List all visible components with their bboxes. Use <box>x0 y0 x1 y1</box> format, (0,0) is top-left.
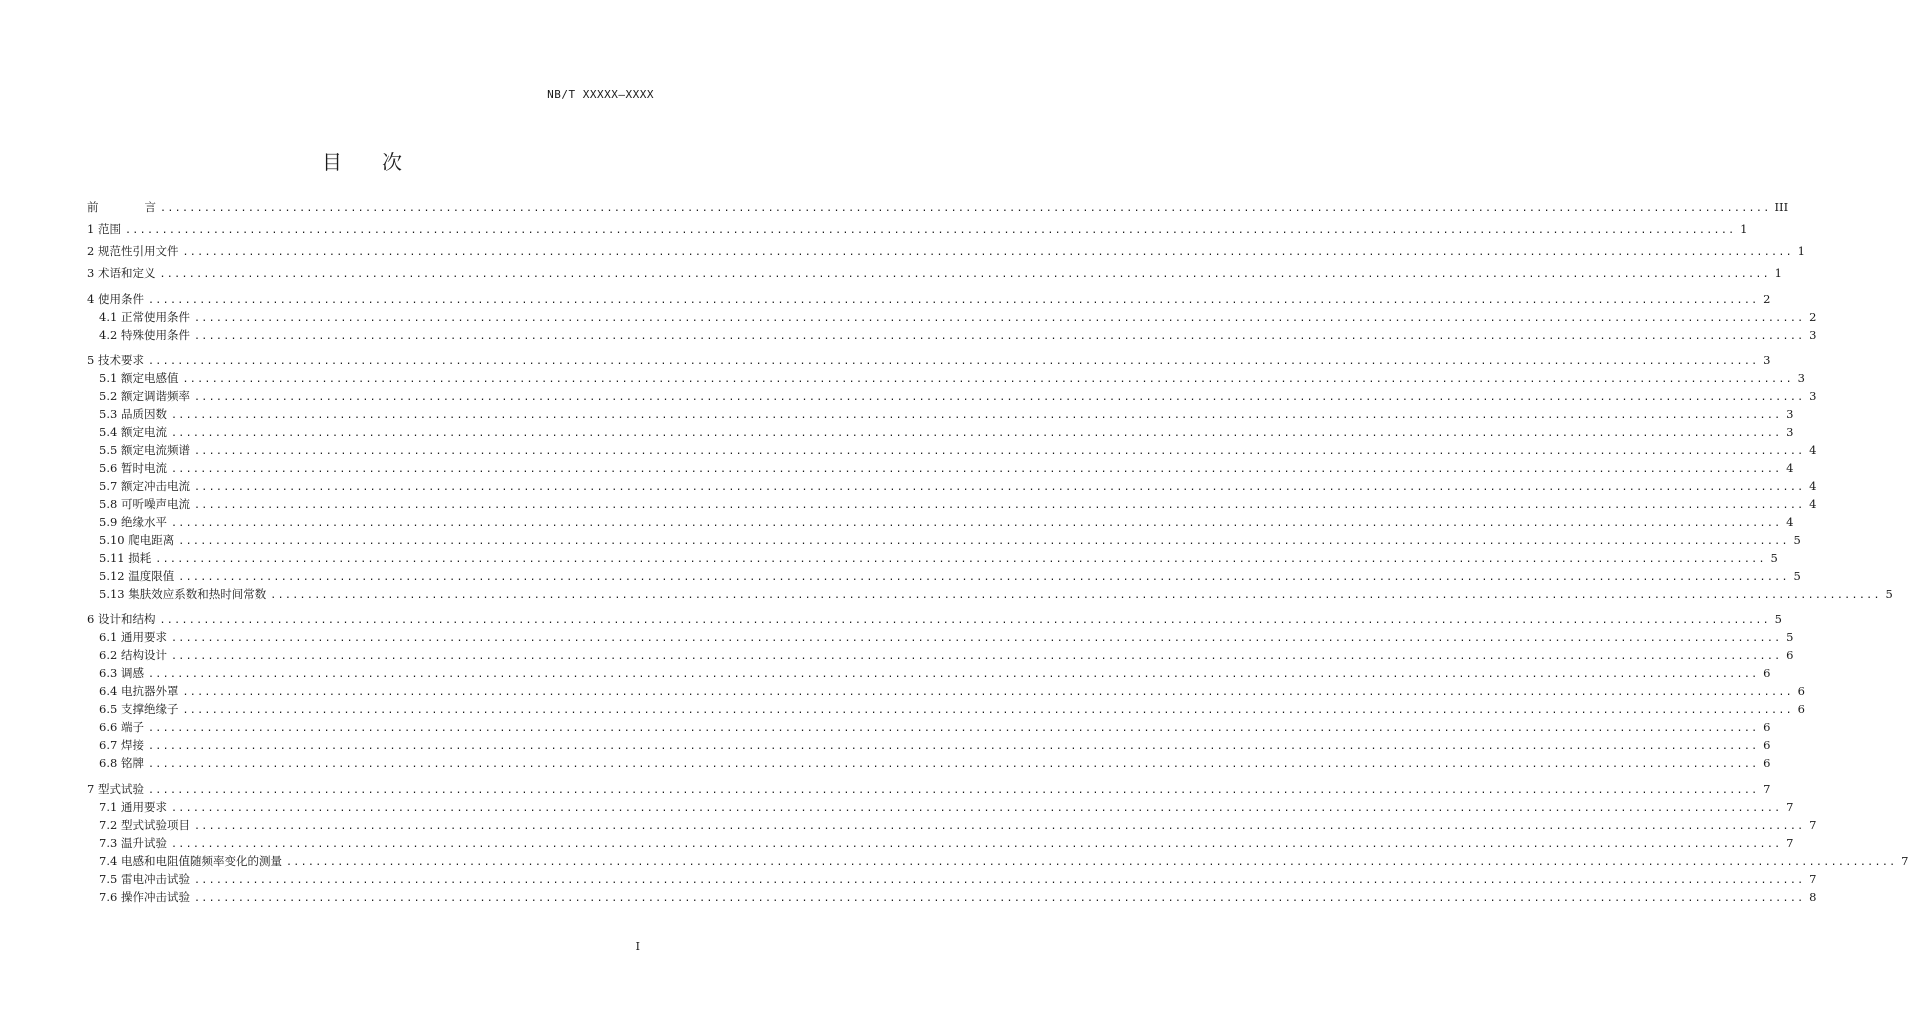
toc-entry-label: 6.4 电抗器外罩 <box>99 684 179 698</box>
toc-entry-page: 6 <box>1797 702 1805 716</box>
dot-leader: ............................................................................................................................................................................................................................ <box>159 269 1770 280</box>
dot-leader: ............................................................................................................................................................................................................................ <box>160 203 1771 214</box>
dot-leader: ............................................................................................................................................................................................................................ <box>182 247 1793 258</box>
toc-entry-page: 1 <box>1797 244 1805 258</box>
toc-entry <box>87 423 1794 441</box>
toc-entry-page: 5 <box>1885 587 1893 601</box>
toc-entry-page: 6 <box>1763 738 1771 752</box>
dot-leader: ............................................................................................................................................................................................................................ <box>178 572 1789 583</box>
dot-leader: ............................................................................................................................................................................................................................ <box>193 500 1805 511</box>
toc-entry-label: 7.5 雷电冲击试验 <box>99 872 190 886</box>
toc-entry <box>87 646 1794 664</box>
toc-entry-page: 6 <box>1786 648 1794 662</box>
toc-entry <box>87 264 1782 282</box>
toc-entry-page: 4 <box>1786 515 1794 529</box>
toc-entry-page: 3 <box>1809 328 1817 342</box>
toc-entry-label: 2 规范性引用文件 <box>87 244 179 258</box>
toc-entry <box>87 736 1771 754</box>
toc-entry-page: 6 <box>1763 756 1771 770</box>
dot-leader: ............................................................................................................................................................................................................................ <box>193 821 1805 832</box>
toc-entry-label: 4.1 正常使用条件 <box>99 310 190 324</box>
toc-entry-label: 4.2 特殊使用条件 <box>99 328 190 342</box>
toc-entry-label: 7.2 型式试验项目 <box>99 818 190 832</box>
toc-entry <box>87 351 1771 369</box>
toc-entry <box>87 220 1748 238</box>
toc-entry-label: 5.1 额定电感值 <box>99 371 179 385</box>
dot-leader: ............................................................................................................................................................................................................................ <box>147 295 1759 306</box>
dot-leader: ............................................................................................................................................................................................................................ <box>147 741 1759 752</box>
toc-entry-label: 4 使用条件 <box>87 292 144 306</box>
toc-entry <box>87 610 1782 628</box>
toc-entry-label: 6.5 支撑绝缘子 <box>99 702 179 716</box>
toc-entry-page: 7 <box>1901 854 1908 868</box>
toc-entry-page: 7 <box>1809 818 1817 832</box>
toc-entry <box>87 387 1817 405</box>
toc-entry <box>87 326 1817 344</box>
toc-entry <box>87 628 1794 646</box>
toc-entry-page: 2 <box>1809 310 1817 324</box>
toc-entry-page: 6 <box>1797 684 1805 698</box>
toc-entry <box>87 780 1771 798</box>
toc-entry-page: 7 <box>1763 782 1771 796</box>
toc-entry-page: 7 <box>1786 800 1794 814</box>
toc-entry <box>87 816 1817 834</box>
dot-leader: ............................................................................................................................................................................................................................ <box>193 893 1805 904</box>
dot-leader: ............................................................................................................................................................................................................................ <box>170 839 1782 850</box>
toc-entry <box>87 700 1805 718</box>
toc-entry-label: 6.8 铭牌 <box>99 756 144 770</box>
toc-entry-label: 7 型式试验 <box>87 782 144 796</box>
toc-entry-page: 1 <box>1774 266 1782 280</box>
toc-entry-label: 3 术语和定义 <box>87 266 156 280</box>
dot-leader: ............................................................................................................................................................................................................................ <box>193 875 1805 886</box>
toc-entry-label: 1 范围 <box>87 222 121 236</box>
toc-entry <box>87 798 1794 816</box>
toc-entry <box>87 567 1801 585</box>
toc-entry <box>87 531 1801 549</box>
toc-entry-label: 5.8 可听噪声电流 <box>99 497 190 511</box>
dot-leader: ............................................................................................................................................................................................................................ <box>182 705 1793 716</box>
toc-entry <box>87 682 1805 700</box>
toc-entry <box>87 441 1817 459</box>
dot-leader: ............................................................................................................................................................................................................................ <box>193 392 1805 403</box>
toc-entry <box>87 852 1908 870</box>
toc-entry-page: 3 <box>1797 371 1805 385</box>
toc-entry-page: 5 <box>1793 569 1801 583</box>
toc-entry-page: 1 <box>1740 222 1748 236</box>
toc-entry <box>87 405 1794 423</box>
toc-entry <box>87 308 1817 326</box>
toc-entry-page: 3 <box>1763 353 1771 367</box>
dot-leader: ............................................................................................................................................................................................................................ <box>147 759 1759 770</box>
toc-entry <box>87 495 1817 513</box>
dot-leader: ............................................................................................................................................................................................................................ <box>147 356 1759 367</box>
toc-entry-label: 6.2 结构设计 <box>99 648 167 662</box>
toc-entry-page: 3 <box>1786 425 1794 439</box>
toc-entry-label: 6.7 焊接 <box>99 738 144 752</box>
toc-entry-label: 5 技术要求 <box>87 353 144 367</box>
standard-code: NB/T XXXXX—XXXX <box>547 88 654 101</box>
toc-entry <box>87 754 1771 772</box>
toc-entry-page: III <box>1774 200 1789 214</box>
toc-entry-label: 5.7 额定冲击电流 <box>99 479 190 493</box>
dot-leader: ............................................................................................................................................................................................................................ <box>147 785 1759 796</box>
toc-entry-page: 8 <box>1809 890 1817 904</box>
dot-leader: ............................................................................................................................................................................................................................ <box>170 518 1782 529</box>
footer-page-number: I <box>635 940 640 953</box>
toc-entry-label: 5.4 额定电流 <box>99 425 167 439</box>
toc-entry-label: 5.10 爬电距离 <box>99 533 175 547</box>
dot-leader: ............................................................................................................................................................................................................................ <box>124 225 1736 236</box>
toc-entry-label: 5.13 集肤效应系数和热时间常数 <box>99 587 267 601</box>
dot-leader: ............................................................................................................................................................................................................................ <box>159 615 1770 626</box>
toc-entry-label: 5.9 绝缘水平 <box>99 515 167 529</box>
dot-leader: ............................................................................................................................................................................................................................ <box>182 687 1793 698</box>
dot-leader: ............................................................................................................................................................................................................................ <box>193 482 1805 493</box>
toc-entry-label: 5.6 暂时电流 <box>99 461 167 475</box>
toc-entry-page: 4 <box>1809 479 1817 493</box>
toc-entry-page: 6 <box>1763 666 1771 680</box>
toc-entry-page: 5 <box>1770 551 1778 565</box>
toc-entry-label: 6.6 端子 <box>99 720 144 734</box>
toc-entry-page: 2 <box>1763 292 1771 306</box>
dot-leader: ............................................................................................................................................................................................................................ <box>182 374 1793 385</box>
toc-entry-label: 5.5 额定电流频谱 <box>99 443 190 457</box>
toc-entry-page: 4 <box>1809 497 1817 511</box>
dot-leader: ............................................................................................................................................................................................................................ <box>170 803 1782 814</box>
toc-entry <box>87 459 1794 477</box>
dot-leader: ............................................................................................................................................................................................................................ <box>193 446 1805 457</box>
dot-leader: ............................................................................................................................................................................................................................ <box>193 331 1805 342</box>
toc-entry <box>87 718 1771 736</box>
toc-entry-label: 7.3 温升试验 <box>99 836 167 850</box>
dot-leader: ............................................................................................................................................................................................................................ <box>170 428 1782 439</box>
dot-leader: ............................................................................................................................................................................................................................ <box>170 464 1782 475</box>
toc-entry <box>87 664 1771 682</box>
dot-leader: ............................................................................................................................................................................................................................ <box>270 590 1881 601</box>
toc-entry-label: 7.4 电感和电阻值随频率变化的测量 <box>99 854 282 868</box>
dot-leader: ............................................................................................................................................................................................................................ <box>155 554 1766 565</box>
dot-leader: ............................................................................................................................................................................................................................ <box>147 723 1759 734</box>
toc-entry-page: 5 <box>1793 533 1801 547</box>
toc-entry <box>87 369 1805 387</box>
toc-entry-label: 7.1 通用要求 <box>99 800 167 814</box>
dot-leader: ............................................................................................................................................................................................................................ <box>170 651 1782 662</box>
toc-entry-page: 5 <box>1774 612 1782 626</box>
dot-leader: ............................................................................................................................................................................................................................ <box>178 536 1789 547</box>
toc-entry-label: 5.2 额定调谐频率 <box>99 389 190 403</box>
toc-entry-page: 3 <box>1809 389 1817 403</box>
toc-entry-page: 7 <box>1786 836 1794 850</box>
toc-entry <box>87 888 1817 906</box>
toc-entry <box>87 549 1778 567</box>
toc-entry-label: 6.1 通用要求 <box>99 630 167 644</box>
toc-entry-label: 前 言 <box>87 200 156 214</box>
toc-entry <box>87 585 1893 603</box>
toc-entry-label: 7.6 操作冲击试验 <box>99 890 190 904</box>
toc-entry <box>87 477 1817 495</box>
toc-entry-page: 7 <box>1809 872 1817 886</box>
toc-entry-label: 5.3 品质因数 <box>99 407 167 421</box>
toc-title: 目次 <box>322 150 442 174</box>
toc-entry-label: 5.11 损耗 <box>99 551 152 565</box>
toc-entry-page: 6 <box>1763 720 1771 734</box>
toc-entry <box>87 834 1794 852</box>
dot-leader: ............................................................................................................................................................................................................................ <box>170 410 1782 421</box>
toc-entry-label: 6 设计和结构 <box>87 612 156 626</box>
toc-entry-label: 6.3 调感 <box>99 666 144 680</box>
toc-entry-page: 4 <box>1809 443 1817 457</box>
toc-entry-page: 5 <box>1786 630 1794 644</box>
toc-entry <box>87 242 1805 260</box>
dot-leader: ............................................................................................................................................................................................................................ <box>170 633 1782 644</box>
toc-entry-label: 5.12 温度限值 <box>99 569 175 583</box>
toc-entry <box>87 513 1794 531</box>
toc-entry-page: 3 <box>1786 407 1794 421</box>
toc-entry-page: 4 <box>1786 461 1794 475</box>
dot-leader: ............................................................................................................................................................................................................................ <box>147 669 1759 680</box>
dot-leader: ............................................................................................................................................................................................................................ <box>285 857 1897 868</box>
dot-leader: ............................................................................................................................................................................................................................ <box>193 313 1805 324</box>
toc-entry <box>87 290 1771 308</box>
toc-entry <box>87 198 1789 216</box>
toc-entry <box>87 870 1817 888</box>
